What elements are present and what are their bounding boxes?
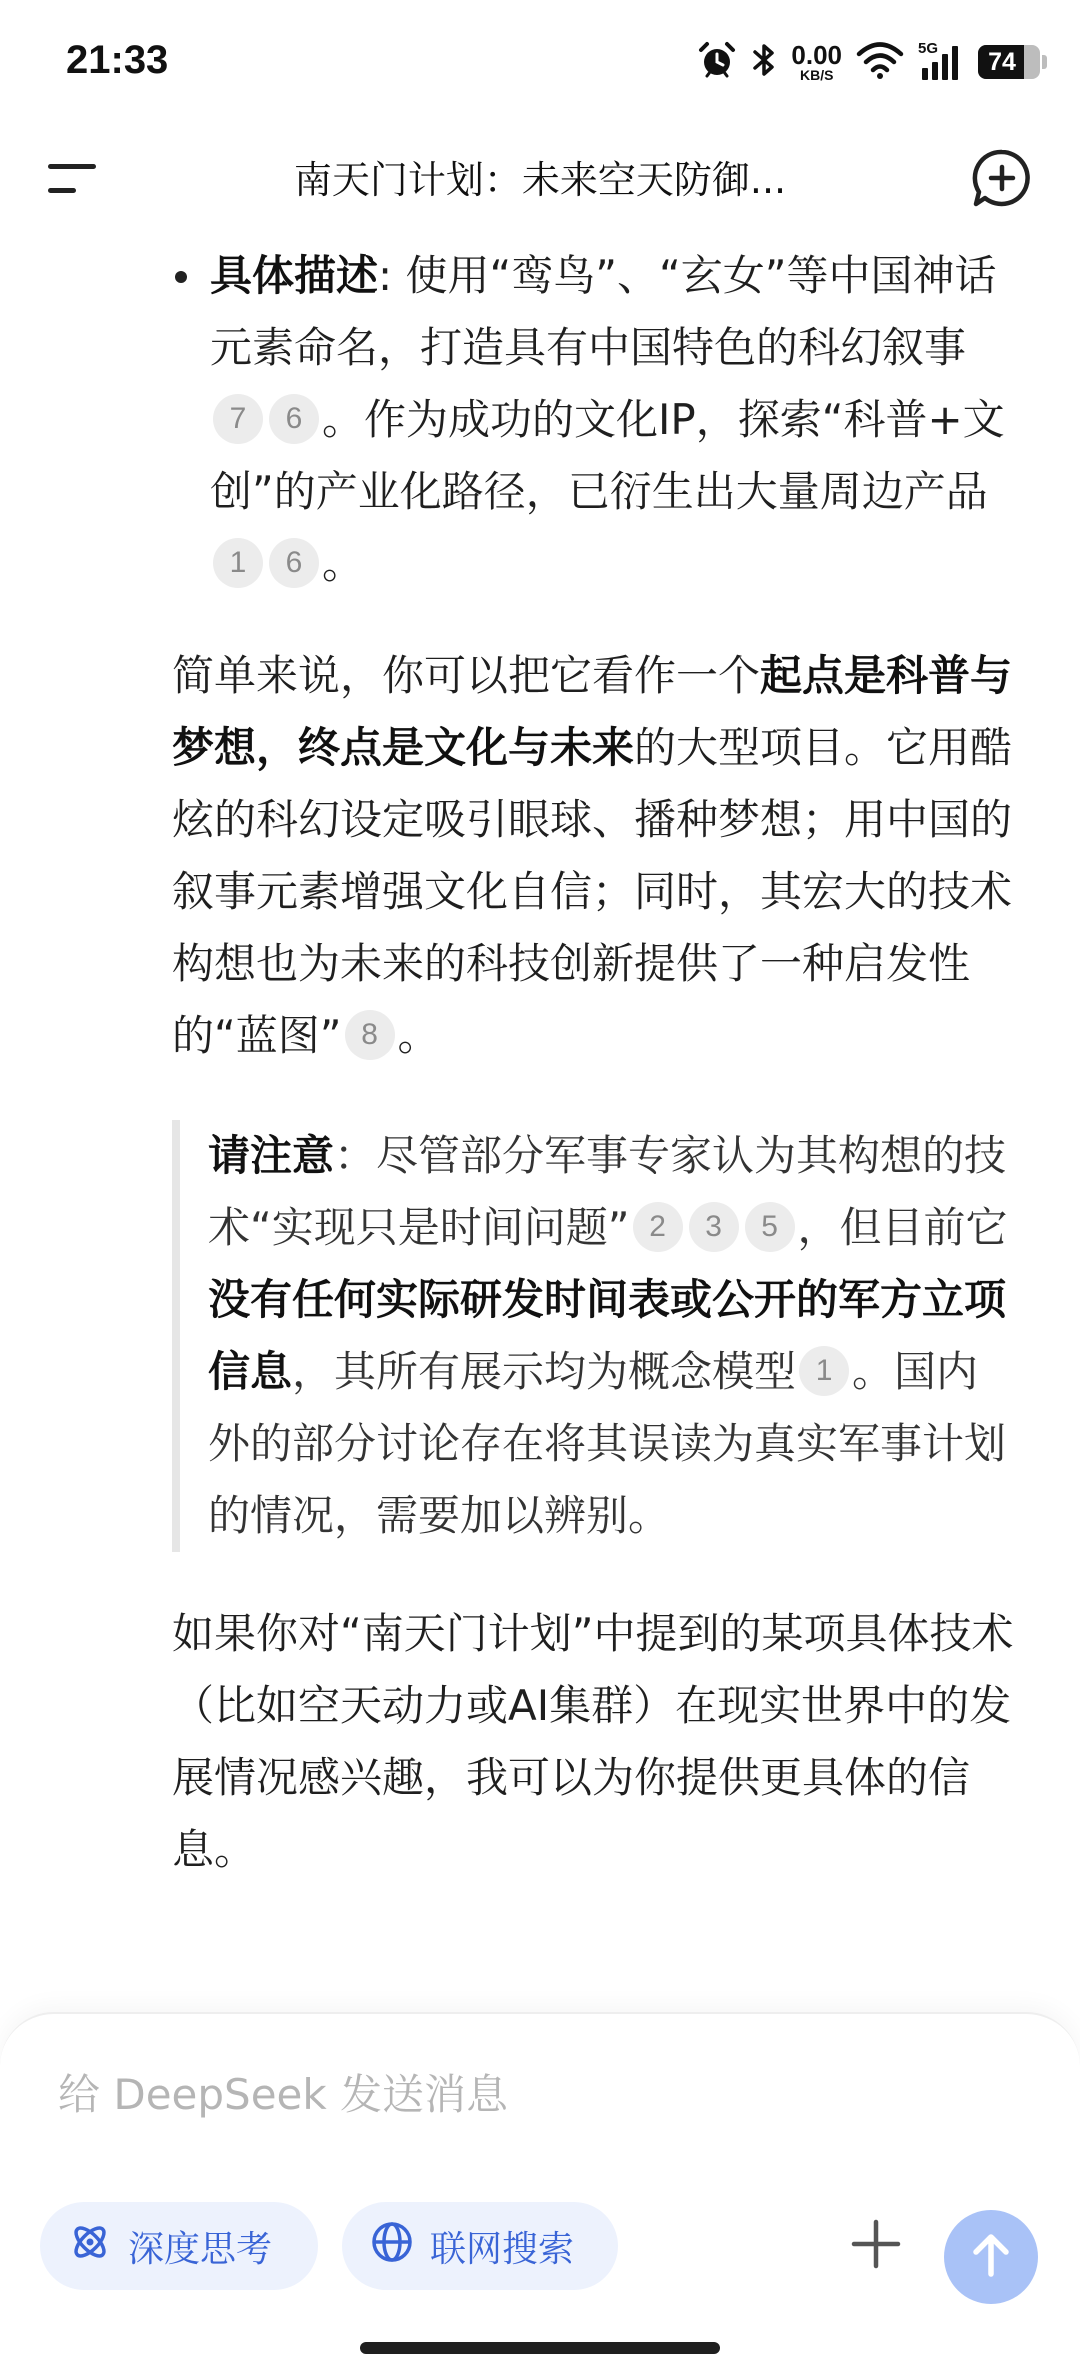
deep-think-label: 深度思考 bbox=[128, 2228, 273, 2270]
status-bar bbox=[0, 0, 1080, 120]
note-text: ，其所有展示均为概念模型 bbox=[292, 1347, 797, 1396]
chat-header bbox=[0, 130, 1080, 230]
net-speed-value: 0.00 bbox=[791, 40, 842, 70]
note-label: 请注意 bbox=[208, 1131, 335, 1180]
citation-badge[interactable]: 6 bbox=[269, 394, 319, 444]
citation-badge[interactable]: 1 bbox=[799, 1346, 849, 1396]
note-text: 。国内外的部分讨论存在将其误读为真实军事计划的情况，需要加以辨别。 bbox=[208, 1347, 1007, 1540]
menu-button[interactable] bbox=[40, 150, 104, 210]
note-blockquote bbox=[172, 1120, 1018, 1552]
atom-icon bbox=[68, 2220, 112, 2273]
new-chat-button[interactable] bbox=[970, 148, 1034, 212]
note-text: ，但目前它 bbox=[797, 1203, 1008, 1252]
arrow-up-icon bbox=[966, 2230, 1016, 2284]
summary-text: 。 bbox=[397, 1011, 440, 1060]
web-search-button[interactable] bbox=[342, 2202, 618, 2290]
bullet-text: 。 bbox=[322, 539, 365, 588]
globe-icon bbox=[370, 2220, 414, 2273]
menu-icon bbox=[44, 158, 100, 202]
citation-badge[interactable]: 1 bbox=[213, 538, 263, 588]
alarm-icon bbox=[697, 40, 737, 84]
battery-level: 74 bbox=[988, 48, 1016, 76]
note-text: ：尽管部分军事专家认为其构想的技术“实现只是时间问题” bbox=[208, 1131, 1007, 1252]
summary-bold: 起点是科普与梦想，终点是文化与未来 bbox=[172, 651, 1013, 772]
battery-nub bbox=[1042, 55, 1047, 69]
web-search-label: 联网搜索 bbox=[430, 2228, 575, 2270]
summary-paragraph bbox=[172, 640, 1018, 1072]
signal-icon bbox=[918, 42, 964, 82]
summary-text: 的大型项目。它用酷炫的科幻设定吸引眼球、播种梦想；用中国的叙事元素增强文化自信；同时，其宏大的技术构想也为未来的科技创新提供了一种启发性的“蓝图” bbox=[172, 723, 1013, 1060]
plus-icon bbox=[850, 2218, 902, 2274]
deep-think-button[interactable] bbox=[40, 2202, 318, 2290]
new-chat-icon bbox=[971, 147, 1033, 213]
status-icons bbox=[697, 40, 1040, 84]
bluetooth-icon bbox=[751, 40, 777, 84]
bullet-text: : 使用“鸾鸟”、“玄女”等中国神话元素命名，打造具有中国特色的科幻叙事 bbox=[210, 251, 997, 372]
network-type: 5G bbox=[918, 40, 939, 57]
summary-text: 简单来说，你可以把它看作一个 bbox=[172, 651, 761, 700]
note-bold: 没有任何实际研发时间表或公开的军方立项信息 bbox=[208, 1275, 1007, 1396]
net-speed-unit: KB/S bbox=[799, 67, 834, 83]
status-time: 21:33 bbox=[66, 38, 169, 82]
citation-badge[interactable]: 5 bbox=[745, 1202, 795, 1252]
citation-badge[interactable]: 6 bbox=[269, 538, 319, 588]
net-speed bbox=[791, 42, 842, 82]
battery-icon bbox=[978, 45, 1040, 79]
closing-paragraph: 如果你对“南天门计划”中提到的某项具体技术（比如空天动力或AI集群）在现实世界中的发展情况感兴趣，我可以为你提供更具体的信息。 bbox=[172, 1609, 1014, 1874]
page-title[interactable]: 南天门计划：未来空天防御... bbox=[293, 158, 787, 202]
citation-badge[interactable]: 3 bbox=[689, 1202, 739, 1252]
wifi-icon bbox=[856, 41, 904, 83]
send-button[interactable] bbox=[944, 2210, 1038, 2304]
attach-button[interactable] bbox=[844, 2214, 908, 2278]
message-input[interactable] bbox=[58, 2014, 878, 2174]
bullet-label: 具体描述 bbox=[210, 251, 379, 300]
bullet-text: 。作为成功的文化IP，探索“科普+文创”的产业化路径，已衍生出大量周边产品 bbox=[210, 395, 1005, 516]
citation-badge[interactable]: 8 bbox=[345, 1010, 395, 1060]
assistant-message bbox=[172, 240, 1018, 1886]
message-composer bbox=[0, 2012, 1080, 2378]
bullet-dot bbox=[175, 271, 187, 283]
list-item bbox=[172, 240, 1018, 600]
citation-badge[interactable]: 7 bbox=[213, 394, 263, 444]
home-indicator[interactable] bbox=[360, 2342, 720, 2354]
citation-badge[interactable]: 2 bbox=[633, 1202, 683, 1252]
